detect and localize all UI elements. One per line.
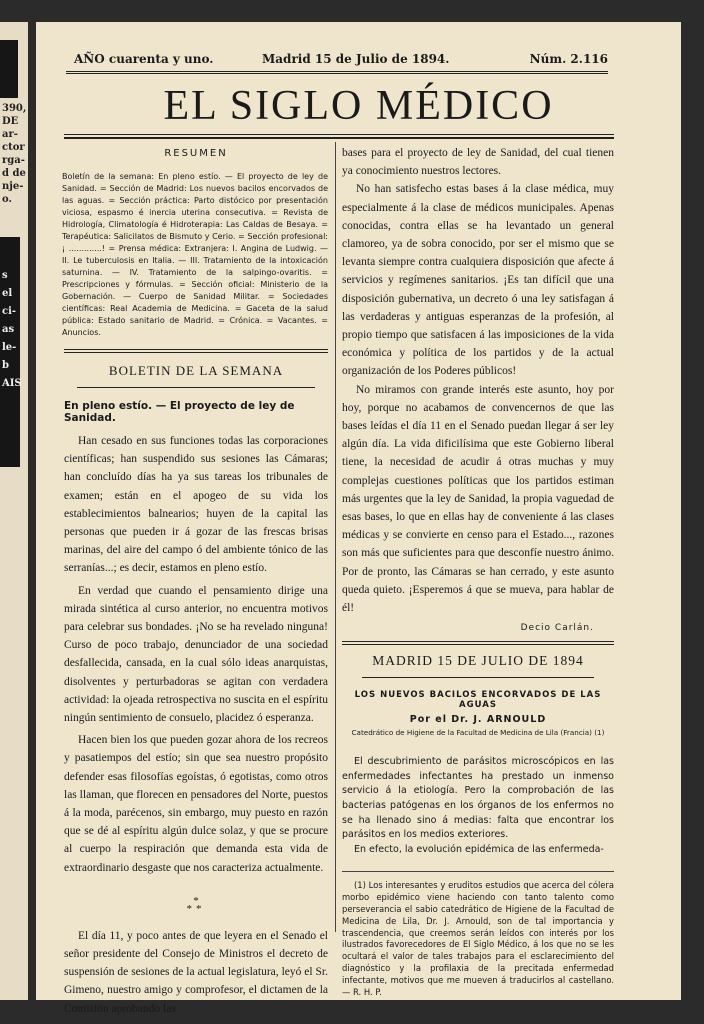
fragment-text: rga- [2,155,25,166]
continuation-paragraph: bases para el proyecto de ley de Sanidad, del cual tienen ya conocimiento nuestros lectores. [342,147,614,178]
resumen-text: Boletín de la semana: En pleno estío. — El proyecto de ley de Sanidad. = Sección de Madrid: Los nuevos bacilos encorvados de las aguas. = Sección práctica: Parto distócico por presentación viciosa, espasmo é inercia uterina consecutiva. = Revista de Hidrología, Climatología é Hidroterapia: Las Caldas de Besaya. = Terapéutica: Salicilatos de Bismuto y Cerio. = Sección profesional: ¡ .............! = Prensa médica: Extranjera: I. Angina de Ludwig. — II. Le tuberculosis en Italia. — III. Tratamiento de la intoxicación saturnina. — IV. Tratamiento de la salpingo-ovaritis. = Prescripciones y fórmulas. = Sección oficial: Ministerio de la Gobernación. — Cuerpo de Sanidad Militar. = Sociedades científicas: Real Academia de Medicina. = Gaceta de la salud pública: Estado sanitario de Madrid. = Crónica. = Vacantes. = Anuncios. [62,172,328,337]
footnote-rule [342,871,614,872]
year-label: AÑO cuarenta y uno. [74,52,214,66]
continuation-paragraph: No miramos con grande interés este asunto, hoy por hoy, porque no acabamos de convencernos de que las bases leídas el día 11 en el Senado puedan llegar á ser ley algún día. La vida dificilísima que este Gobierno liberal tiene, la necesidad de acudir á otras muchas y muy complejas cuestiones políticas que los partidos estiman más urgentes que la ley de Sanidad, la propia vaguedad de esas bases, lo que en ellas hay de conveniente á las clases médicas y se convierte en censo para el Estado..., razones son más que suficientes para que desconfíe nuestro ánimo. Por de pronto, las Cámaras se han cerrado, y este asunto queda quieto. ¡Esperemos á que se mueva, para hablar de él! [342,383,614,615]
author-affiliation: Catedrático de Higiene de la Facultad de Medicina de Lila (Francia) (1) [351,728,605,738]
fragment-text: el [2,288,13,299]
fragment-text: b [2,360,9,371]
boletin-paragraph: El día 11, y poco antes de que leyera en el Senado el señor presidente del Consejo de Ministros el decreto de suspensión de sesiones de la actual legislatura, leyó el Sr. Gimeno, nuestro amigo y comprofesor, el dictamen de la Comisión aprobando las [64,929,328,1015]
fragment-text: ar- [2,129,18,140]
resumen-heading: RESUMEN [164,148,228,159]
newspaper-page [36,22,681,1015]
signature: Decio Carlán. [520,623,594,634]
date-label: Madrid 15 de Julio de 1894. [262,52,450,66]
asterism: * [196,902,206,915]
boletin-subtitle: En pleno estío. — El proyecto de ley de Sanidad. [64,400,295,424]
right-column [342,144,614,998]
boletin-paragraph: Han cesado en sus funciones todas las corporaciones científicas; han suspendido sus sesiones las Cámaras; han concluído días ha ya sus tareas los tribunales de examen; están en el apogeo de su vida los establecimientos balnearios; huyen de la capital las personas que pueden ir á gozar de las frescas brisas marinas, del aire del campo ó del ambiente tónico de las serranías...; es decir, estamos en pleno estío. [64,435,328,575]
fragment-text: 390, [2,103,27,114]
boletin-title: BOLETIN DE LA SEMANA [108,363,284,378]
black-ad-block [0,40,18,98]
asterism: * [193,894,199,907]
madrid-section-title: MADRID 15 DE JULIO DE 1894 [372,653,584,669]
section-rule [64,349,328,350]
masthead-rule [66,71,608,72]
fragment-text: le- [2,342,17,353]
fragment-text: d de [2,168,26,179]
title-rule [64,137,614,139]
section-rule [77,387,315,388]
article-author: Por el Dr. J. ARNOULD [409,714,547,726]
section-rule [342,641,614,642]
column-separator [335,142,336,932]
section-rule [362,677,593,678]
fragment-text: as [2,324,15,335]
continuation-paragraph: No han satisfecho estas bases á la clase médica, muy especialmente á la clase de médicos municipales. Apenas conocidas, contra ellas se ha levantado un general clamoreo, ya de sobra conocido, por ser el mismo que se levanta siempre contra cualquiera disposición que afecte á servicios y regímenes sanitarios. ¡Es tan difícil que una disposición gubernativa, un decreto ó una ley satisfagan á las verdaderas y antiguas esperanzas de la profesión, al propio tiempo que satisfacen á las imposiciones de la vida económica y política de los partidos y de la actual organización de los Poderes públicos! [342,183,614,378]
footnote: (1) Los interesantes y eruditos estudios que acerca del cólera morbo epidémico viene haciendo con tanto talento como perseverancia el sabio catedrático de Higiene de la Facultad de Medicina de Lila, Dr. J. Arnould, son de tal importancia y trascendencia, que creemos serán leídos con interés por los ilustrados favorecedores de El Siglo Médico, á los que no se les ocultará el valor de tales trabajos para el esclarecimiento del diagnóstico y la profilaxia de la precitada enfermedad infectante, motivos que me mueven á traducirlos al castellano. — R. H. P. [342,880,614,997]
masthead-rule [66,73,608,74]
adjacent-page-strip [0,22,28,1000]
article-paragraph: El descubrimiento de parásitos microscópicos en las enfermedades infectantes ha prestado un inmenso servicio á la etiología. Pero la comprobación de las bacterias patógenas en los órganos de los enfermos no se ha llenado sino á medias: falta que encontrar los parásitos en los medios exteriores. [342,756,614,841]
article-title: LOS NUEVOS BACILOS ENCORVADOS DE LAS AGUAS [354,690,602,711]
title-rule [64,134,614,135]
left-column [64,148,328,1018]
fragment-text: o. [2,194,12,205]
newspaper-title: EL SIGLO MÉDICO [163,83,554,129]
fragment-text: DE [2,116,19,127]
boletin-paragraph: En verdad que cuando el pensamiento dirige una mirada sintética al curso anterior, no encuentra motivos para celebrar sus bondades. ¡No se ha revelado ninguna! Curso de poco trabajo, denunciador de una sociedad desfallecida, cansada, en la cual sólo ideas anarquistas, disolventes y perturbadoras se agitan con verdadera actividad: la ojeada retrospectiva no suscita en el espíritu ningún sentimiento de consuelo, placidez ó esperanza. [64,584,328,725]
asterism: * [186,902,196,915]
fragment-text: AIS [2,378,22,389]
fragment-text: ctor [2,142,25,153]
article-paragraph: En efecto, la evolución epidémica de las enfermeda- [354,843,604,855]
section-rule [342,644,614,645]
boletin-paragraph: Hacen bien los que pueden gozar ahora de los recreos y pasatiempos del estío; sin que sea nuestro propósito defender esas filosofías egoístas, ó egotistas, como otros las llaman, que florecen en pensadores del Norte, puestos á la moda, parécenos, sin embargo, muy puesto en razón que se dé al espíritu algún dulce solaz, y que se procure al cuerpo la respiración que demanda esta vida de extraordinario desgaste que nos caracteriza actualmente. [64,734,328,874]
section-rule [64,352,328,353]
issue-number: Núm. 2.116 [529,52,608,66]
fragment-text: ci- [2,306,17,317]
fragment-text: nje- [2,181,24,192]
fragment-text: s [2,270,8,281]
